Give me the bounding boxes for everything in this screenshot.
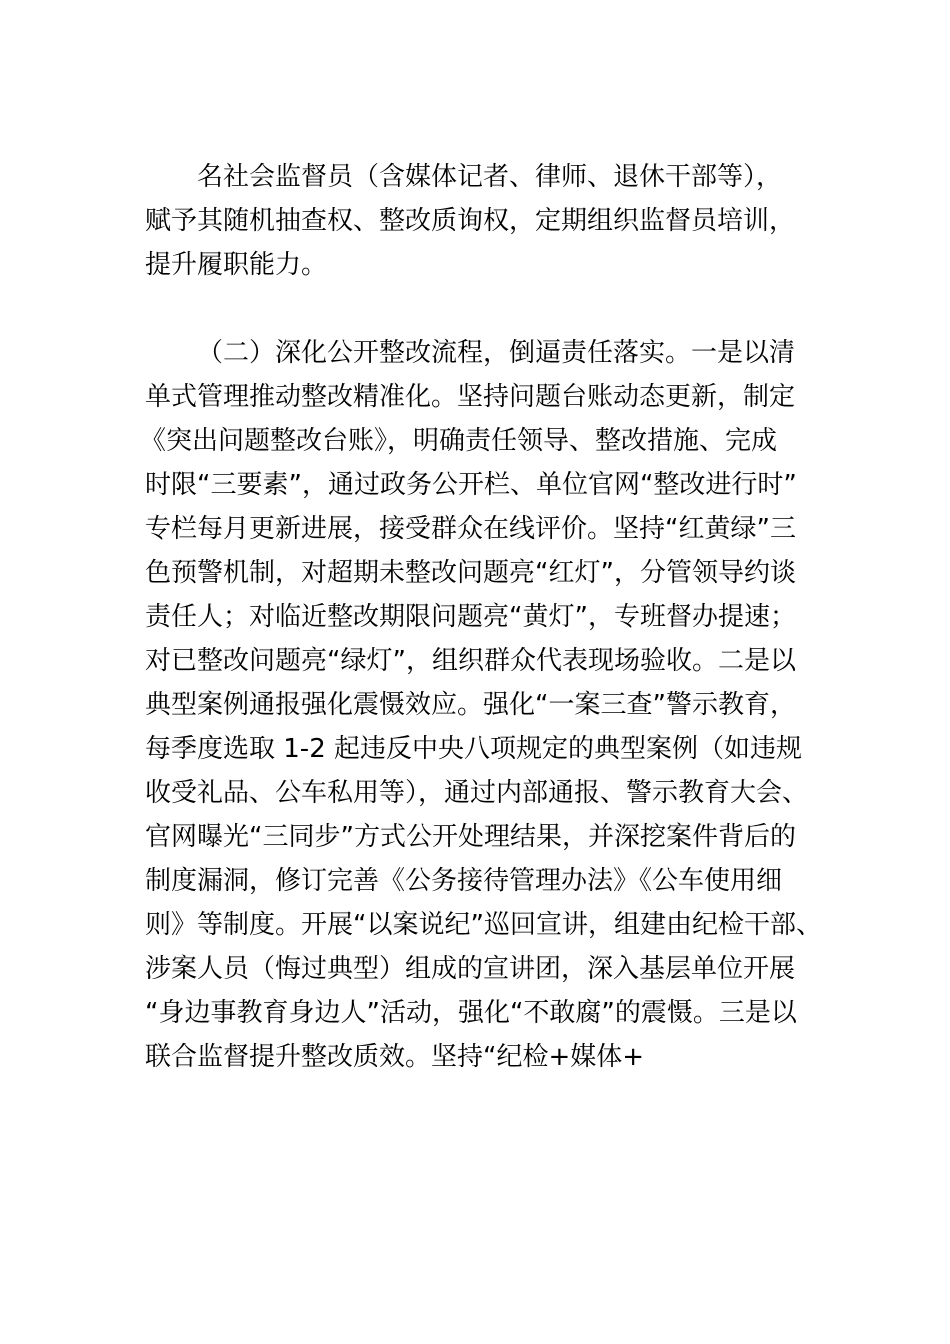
text-line: 专栏每月更新进展，接受群众在线评价。坚持“红黄绿”三	[145, 514, 796, 544]
text-line: 名社会监督员（含媒体记者、律师、退休干部等），	[197, 162, 783, 192]
text-line: 则》等制度。开展“以案说纪”巡回宣讲，组建由纪检干部、	[145, 910, 822, 940]
text-line: 对已整改问题亮“绿灯”，组织群众代表现场验收。二是以	[145, 646, 796, 676]
text-line: 单式管理推动整改精准化。坚持问题台账动态更新，制定	[145, 382, 796, 412]
text-line: 每季度选取 1-2 起违反中央八项规定的典型案例（如违规	[145, 734, 802, 764]
section-heading-line: （二）深化公开整改流程，倒逼责任落实。一是以清	[197, 338, 796, 368]
text-line: 时限“三要素”，通过政务公开栏、单位官网“整改进行时”	[145, 470, 797, 500]
text-line: 责任人；对临近整改期限问题亮“黄灯”，专班督办提速；	[145, 602, 796, 632]
text-line: 制度漏洞，修订完善《公务接待管理办法》《公车使用细	[145, 866, 783, 896]
text-line: 《突出问题整改台账》，明确责任领导、整改措施、完成	[140, 426, 778, 456]
text-line: 官网曝光“三同步”方式公开处理结果，并深挖案件背后的	[145, 822, 796, 852]
text-line: 色预警机制，对超期未整改问题亮“红灯”，分管领导约谈	[145, 558, 796, 588]
text-line: “身边事教育身边人”活动，强化“不敢腐”的震慑。三是以	[145, 998, 797, 1028]
text-line: 赋予其随机抽查权、整改质询权，定期组织监督员培训，	[145, 206, 796, 236]
text-line: 提升履职能力。	[145, 250, 328, 280]
text-line: 联合监督提升整改质效。坚持“纪检+媒体+	[145, 1042, 645, 1072]
text-line: 典型案例通报强化震慑效应。强化“一案三查”警示教育，	[145, 690, 796, 720]
text-line: 涉案人员（悔过典型）组成的宣讲团，深入基层单位开展	[145, 954, 796, 984]
text-line: 收受礼品、公车私用等），通过内部通报、警示教育大会、	[145, 778, 809, 808]
